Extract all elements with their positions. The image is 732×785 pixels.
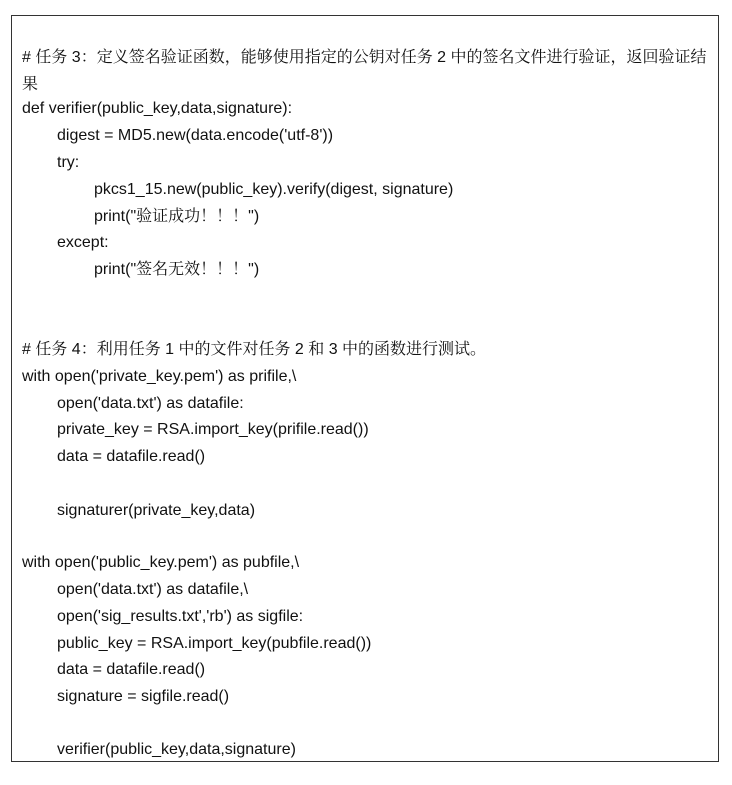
code-line: digest = MD5.new(data.encode('utf-8')): [57, 127, 334, 144]
code-line: pkcs1_15.new(public_key).verify(digest, signature): [94, 181, 454, 198]
code-line: print("签名无效！！！"): [94, 261, 260, 278]
code-line: data = datafile.read(): [57, 661, 206, 678]
code-line: private_key = RSA.import_key(prifile.read()): [57, 421, 369, 438]
task4-comment: # 任务 4：利用任务 1 中的文件对任务 2 和 3 中的函数进行测试。: [22, 341, 487, 358]
code-line: except:: [57, 234, 109, 251]
code-line: try:: [57, 154, 80, 171]
code-line: signaturer(private_key,data): [57, 502, 256, 519]
code-line: def verifier(public_key,data,signature):: [22, 100, 293, 117]
code-line: open('data.txt') as datafile,\: [57, 581, 249, 598]
code-line: print("验证成功！！！"): [94, 208, 260, 225]
code-line: with open('private_key.pem') as prifile,\: [22, 368, 297, 385]
task3-comment: # 任务 3：定义签名验证函数，能够使用指定的公钥对任务 2 中的签名文件进行验证，返回验证结果: [22, 49, 707, 93]
code-block: [11, 15, 719, 762]
code-line: open('data.txt') as datafile:: [57, 395, 244, 412]
code-line: data = datafile.read(): [57, 448, 206, 465]
code-line: with open('public_key.pem') as pubfile,\: [22, 554, 300, 571]
code-line: signature = sigfile.read(): [57, 688, 230, 705]
code-line: open('sig_results.txt','rb') as sigfile:: [57, 608, 304, 625]
code-line: public_key = RSA.import_key(pubfile.read()): [57, 635, 372, 652]
code-line: verifier(public_key,data,signature): [57, 741, 296, 758]
